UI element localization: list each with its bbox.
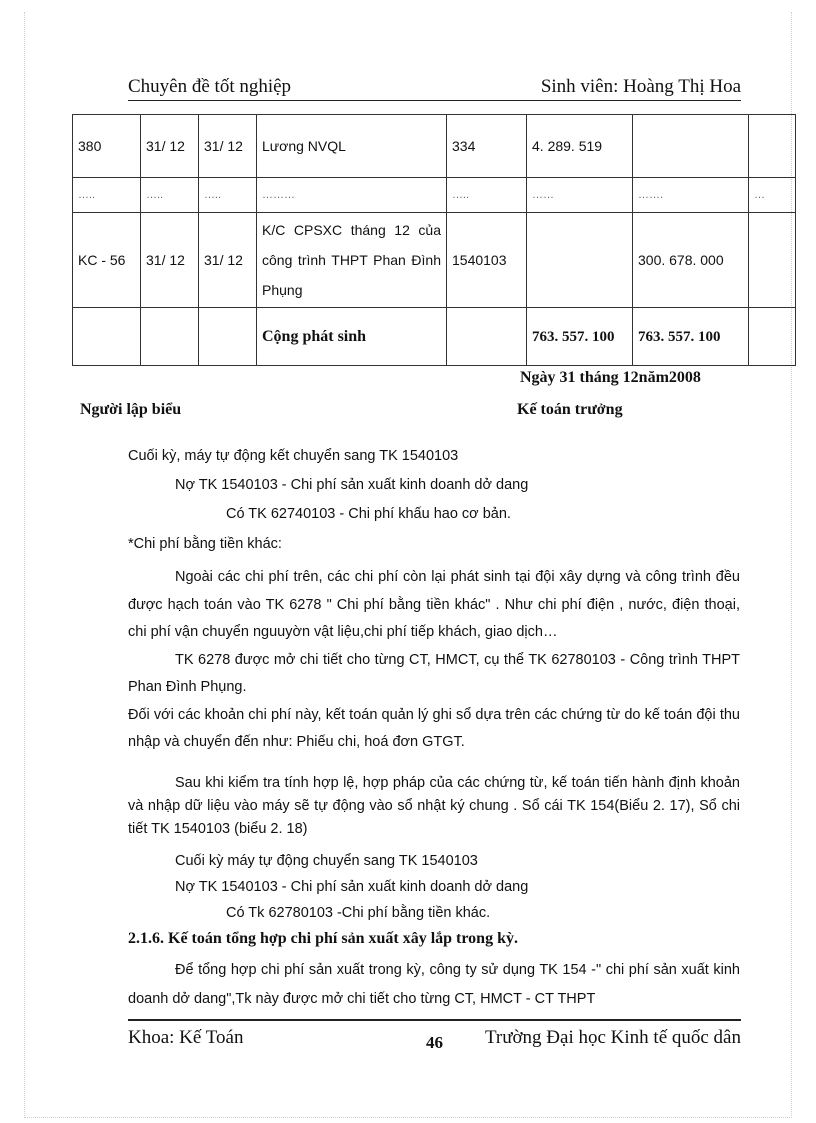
paragraph: Để tổng hợp chi phí sản xuất trong kỳ, công ty sử dụng TK 154 -" chi phí sản xuất kinh doanh dở dang",Tk này được mở chi tiết cho từng CT, HMCT - CT THPT bbox=[128, 962, 740, 1007]
table-cell bbox=[73, 308, 141, 366]
table-cell: Cộng phát sinh bbox=[257, 308, 447, 366]
page-number: 46 bbox=[426, 1033, 443, 1052]
table-cell bbox=[749, 308, 796, 366]
text-line: Có TK 62740103 - Chi phí khấu hao cơ bản. bbox=[226, 506, 511, 522]
text-line: Nợ TK 1540103 - Chi phí sản xuất kinh doanh dở dang bbox=[175, 879, 529, 895]
text-line: Cuối kỳ máy tự động chuyển sang TK 1540103 bbox=[175, 853, 478, 869]
section-heading: 2.1.6. Kế toán tổng hợp chi phí sản xuất xây lắp trong kỳ. bbox=[128, 930, 518, 947]
table-cell: 31/ 12 bbox=[141, 115, 199, 178]
paragraph-block bbox=[128, 956, 740, 1014]
table-cell bbox=[141, 308, 199, 366]
table-cell bbox=[447, 308, 527, 366]
table-cell: ……. bbox=[633, 178, 749, 213]
text-line: Nợ TK 1540103 - Chi phí sản xuất kinh doanh dở dang bbox=[175, 477, 529, 493]
table-row bbox=[73, 213, 796, 308]
ledger-table bbox=[72, 114, 796, 366]
table-cell: 763. 557. 100 bbox=[633, 308, 749, 366]
table-cell: ……… bbox=[257, 178, 447, 213]
table-cell: 31/ 12 bbox=[199, 213, 257, 308]
table-cell: ….. bbox=[73, 178, 141, 213]
table-cell: 31/ 12 bbox=[199, 115, 257, 178]
table-cell bbox=[633, 115, 749, 178]
header-left: Chuyên đề tốt nghiệp bbox=[128, 76, 292, 97]
table-cell bbox=[749, 115, 796, 178]
header-right: Sinh viên: Hoàng Thị Hoa bbox=[540, 76, 741, 97]
paragraph-block bbox=[128, 564, 740, 757]
signer-chief-accountant: Kế toán trưởng bbox=[517, 401, 623, 418]
table-row bbox=[73, 178, 796, 213]
table-cell: …… bbox=[527, 178, 633, 213]
page-footer bbox=[128, 1019, 741, 1052]
table-cell: K/C CPSXC tháng 12 của công trình THPT Phan Đình Phụng bbox=[257, 213, 447, 308]
table-row bbox=[73, 308, 796, 366]
table-cell: … bbox=[749, 178, 796, 213]
table-cell: Lương NVQL bbox=[257, 115, 447, 178]
footer-right: Trường Đại học Kinh tế quốc dân bbox=[484, 1027, 741, 1048]
table-cell: ….. bbox=[141, 178, 199, 213]
table-cell: 334 bbox=[447, 115, 527, 178]
text-line: *Chi phí bằng tiền khác: bbox=[128, 536, 282, 552]
table-cell: ….. bbox=[199, 178, 257, 213]
table-cell bbox=[199, 308, 257, 366]
table-cell: 380 bbox=[73, 115, 141, 178]
date-line: Ngày 31 tháng 12năm2008 bbox=[520, 369, 701, 386]
table-row bbox=[73, 115, 796, 178]
paragraph: Sau khi kiểm tra tính hợp lệ, hợp pháp của các chứng từ, kế toán tiến hành định khoản và nhập dữ liệu vào máy sẽ tự động vào sổ nhật ký chung . Sổ cái TK 154(Biểu 2. 17), Sổ chi tiết TK 1540103 (biểu 2. 18) bbox=[128, 775, 740, 837]
footer-left: Khoa: Kế Toán bbox=[128, 1027, 244, 1048]
table-cell: 300. 678. 000 bbox=[633, 213, 749, 308]
table-cell: ….. bbox=[447, 178, 527, 213]
text-line: Có Tk 62780103 -Chi phí bằng tiền khác. bbox=[226, 905, 491, 921]
paragraph-block bbox=[128, 772, 740, 841]
table-cell bbox=[749, 213, 796, 308]
table-cell: KC - 56 bbox=[73, 213, 141, 308]
table-cell: 1540103 bbox=[447, 213, 527, 308]
table-cell bbox=[527, 213, 633, 308]
text-line: Cuối kỳ, máy tự động kết chuyển sang TK 1540103 bbox=[128, 448, 459, 464]
page-header bbox=[128, 76, 741, 101]
table-cell: 31/ 12 bbox=[141, 213, 199, 308]
table-cell: 4. 289. 519 bbox=[527, 115, 633, 178]
paragraph: Ngoài các chi phí trên, các chi phí còn lại phát sinh tại đội xây dựng và công trình đều được hạch toán vào TK 6278 " Chi phí bằng tiền khác" . Như chi phí điện , nước, điện thoại, chi phí vận chuyển nguuyờn vật liệu,chi phí tiếp khách, giao dịch… bbox=[128, 569, 740, 640]
paragraph: Đối với các khoản chi phí này, kết toán quản lý ghi sổ dựa trên các chứng từ do kế toán đội thu nhập và chuyển đến như: Phiếu chi, hoá đơn GTGT. bbox=[128, 706, 740, 750]
signer-preparer: Người lập biểu bbox=[80, 401, 182, 418]
paragraph: TK 6278 được mở chi tiết cho từng CT, HMCT, cụ thể TK 62780103 - Công trình THPT Phan Đình Phụng. bbox=[128, 651, 740, 695]
table-cell: 763. 557. 100 bbox=[527, 308, 633, 366]
